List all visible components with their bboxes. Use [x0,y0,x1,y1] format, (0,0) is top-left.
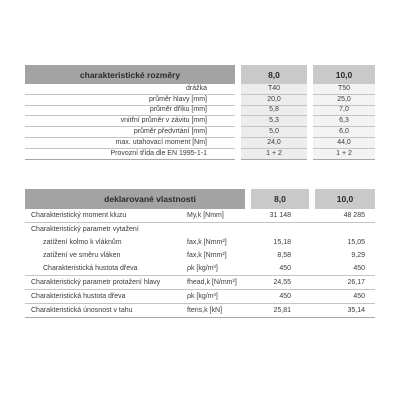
row-symbol: ρk [kg/m³] [187,262,245,276]
table-row [25,94,375,105]
row-label: vnitřní průměr v závitu [mm] [25,116,235,127]
table-row [25,236,375,249]
cell-value: 1 + 2 [313,148,375,159]
cell-value: 25,0 [313,94,375,105]
table-row [25,105,375,116]
cell-value: 26,17 [315,276,375,290]
row-description: Charakteristická hustota dřeva [25,290,187,304]
row-symbol [187,223,245,237]
table-row [25,223,375,237]
cell-value: 24,0 [241,137,307,148]
table-row [25,290,375,304]
column-header-8: 8,0 [241,65,307,84]
cell-value: 35,14 [315,304,375,318]
table-row [25,84,375,94]
row-label: průměr dříku [mm] [25,105,235,116]
table-header [25,189,375,209]
column-header-8: 8,0 [251,189,309,209]
cell-value: 7,0 [313,105,375,116]
cell-value: 5,8 [241,105,307,116]
cell-value [315,223,375,237]
cell-value: 450 [251,290,309,304]
cell-value: 450 [251,262,309,276]
cell-value: 6,0 [313,127,375,138]
column-header-10: 10,0 [315,189,375,209]
table-header [25,65,375,84]
table-row [25,262,375,276]
cell-value [251,223,309,237]
cell-value: 8,58 [277,251,291,259]
cell-value: 9,29 [351,251,365,259]
row-description: Charakteristická únosnost v tahu [25,304,187,318]
row-symbol: My,k [Nmm] [187,209,245,223]
cell-value: 6,3 [313,116,375,127]
cell-value: 31 148 [251,209,309,223]
row-symbol: ftens,k [kN] [187,304,245,318]
cell-value: 5,0 [241,127,307,138]
column-header-10: 10,0 [313,65,375,84]
row-label: max. utahovací moment [Nm] [25,137,235,148]
table-row [25,276,375,290]
cell-value: 25,81 [251,304,309,318]
table-row [25,249,375,262]
cell-value: 15,05 [347,238,365,246]
table-row [25,304,375,318]
row-description: Charakteristický parametr vytažení [31,225,139,233]
row-symbol: fax,k [Nmm²] [187,251,227,259]
cell-value: 450 [315,290,375,304]
row-description: Charakteristická hustota dřeva [25,262,187,276]
row-label: drážka [25,84,235,94]
row-description: zatížení ve směru vláken [43,251,121,259]
cell-value: T50 [313,84,375,94]
cell-value: 15,18 [273,238,291,246]
cell-value: 20,0 [241,94,307,105]
cell-value: 450 [315,262,375,276]
table-title: deklarované vlastnosti [25,189,245,209]
row-description: Charakteristický moment kluzu [25,209,187,223]
cell-value: T40 [241,84,307,94]
declared-properties-table [25,189,375,318]
cell-value: 48 285 [315,209,375,223]
table-row [25,209,375,223]
row-label: Provozní třída dle EN 1995-1-1 [25,148,235,159]
characteristic-dimensions-table [25,65,375,160]
row-description: Charakteristický parametr protažení hlavy [25,276,187,290]
table-row [25,116,375,127]
row-symbol: fhead,k [N/mm²] [187,276,245,290]
cell-value: 1 + 2 [241,148,307,159]
row-description: zatížení kolmo k vláknům [43,238,122,246]
cell-value: 24,55 [251,276,309,290]
row-label: průměr hlavy [mm] [25,94,235,105]
row-symbol: fax,k [Nmm²] [187,238,227,246]
table-title: charakteristické rozměry [25,65,235,84]
table-row [25,137,375,148]
row-label: průměr předvrtání [mm] [25,127,235,138]
table-row [25,127,375,138]
row-symbol: ρk [kg/m³] [187,290,245,304]
cell-value: 44,0 [313,137,375,148]
cell-value: 5,3 [241,116,307,127]
table-row [25,148,375,159]
